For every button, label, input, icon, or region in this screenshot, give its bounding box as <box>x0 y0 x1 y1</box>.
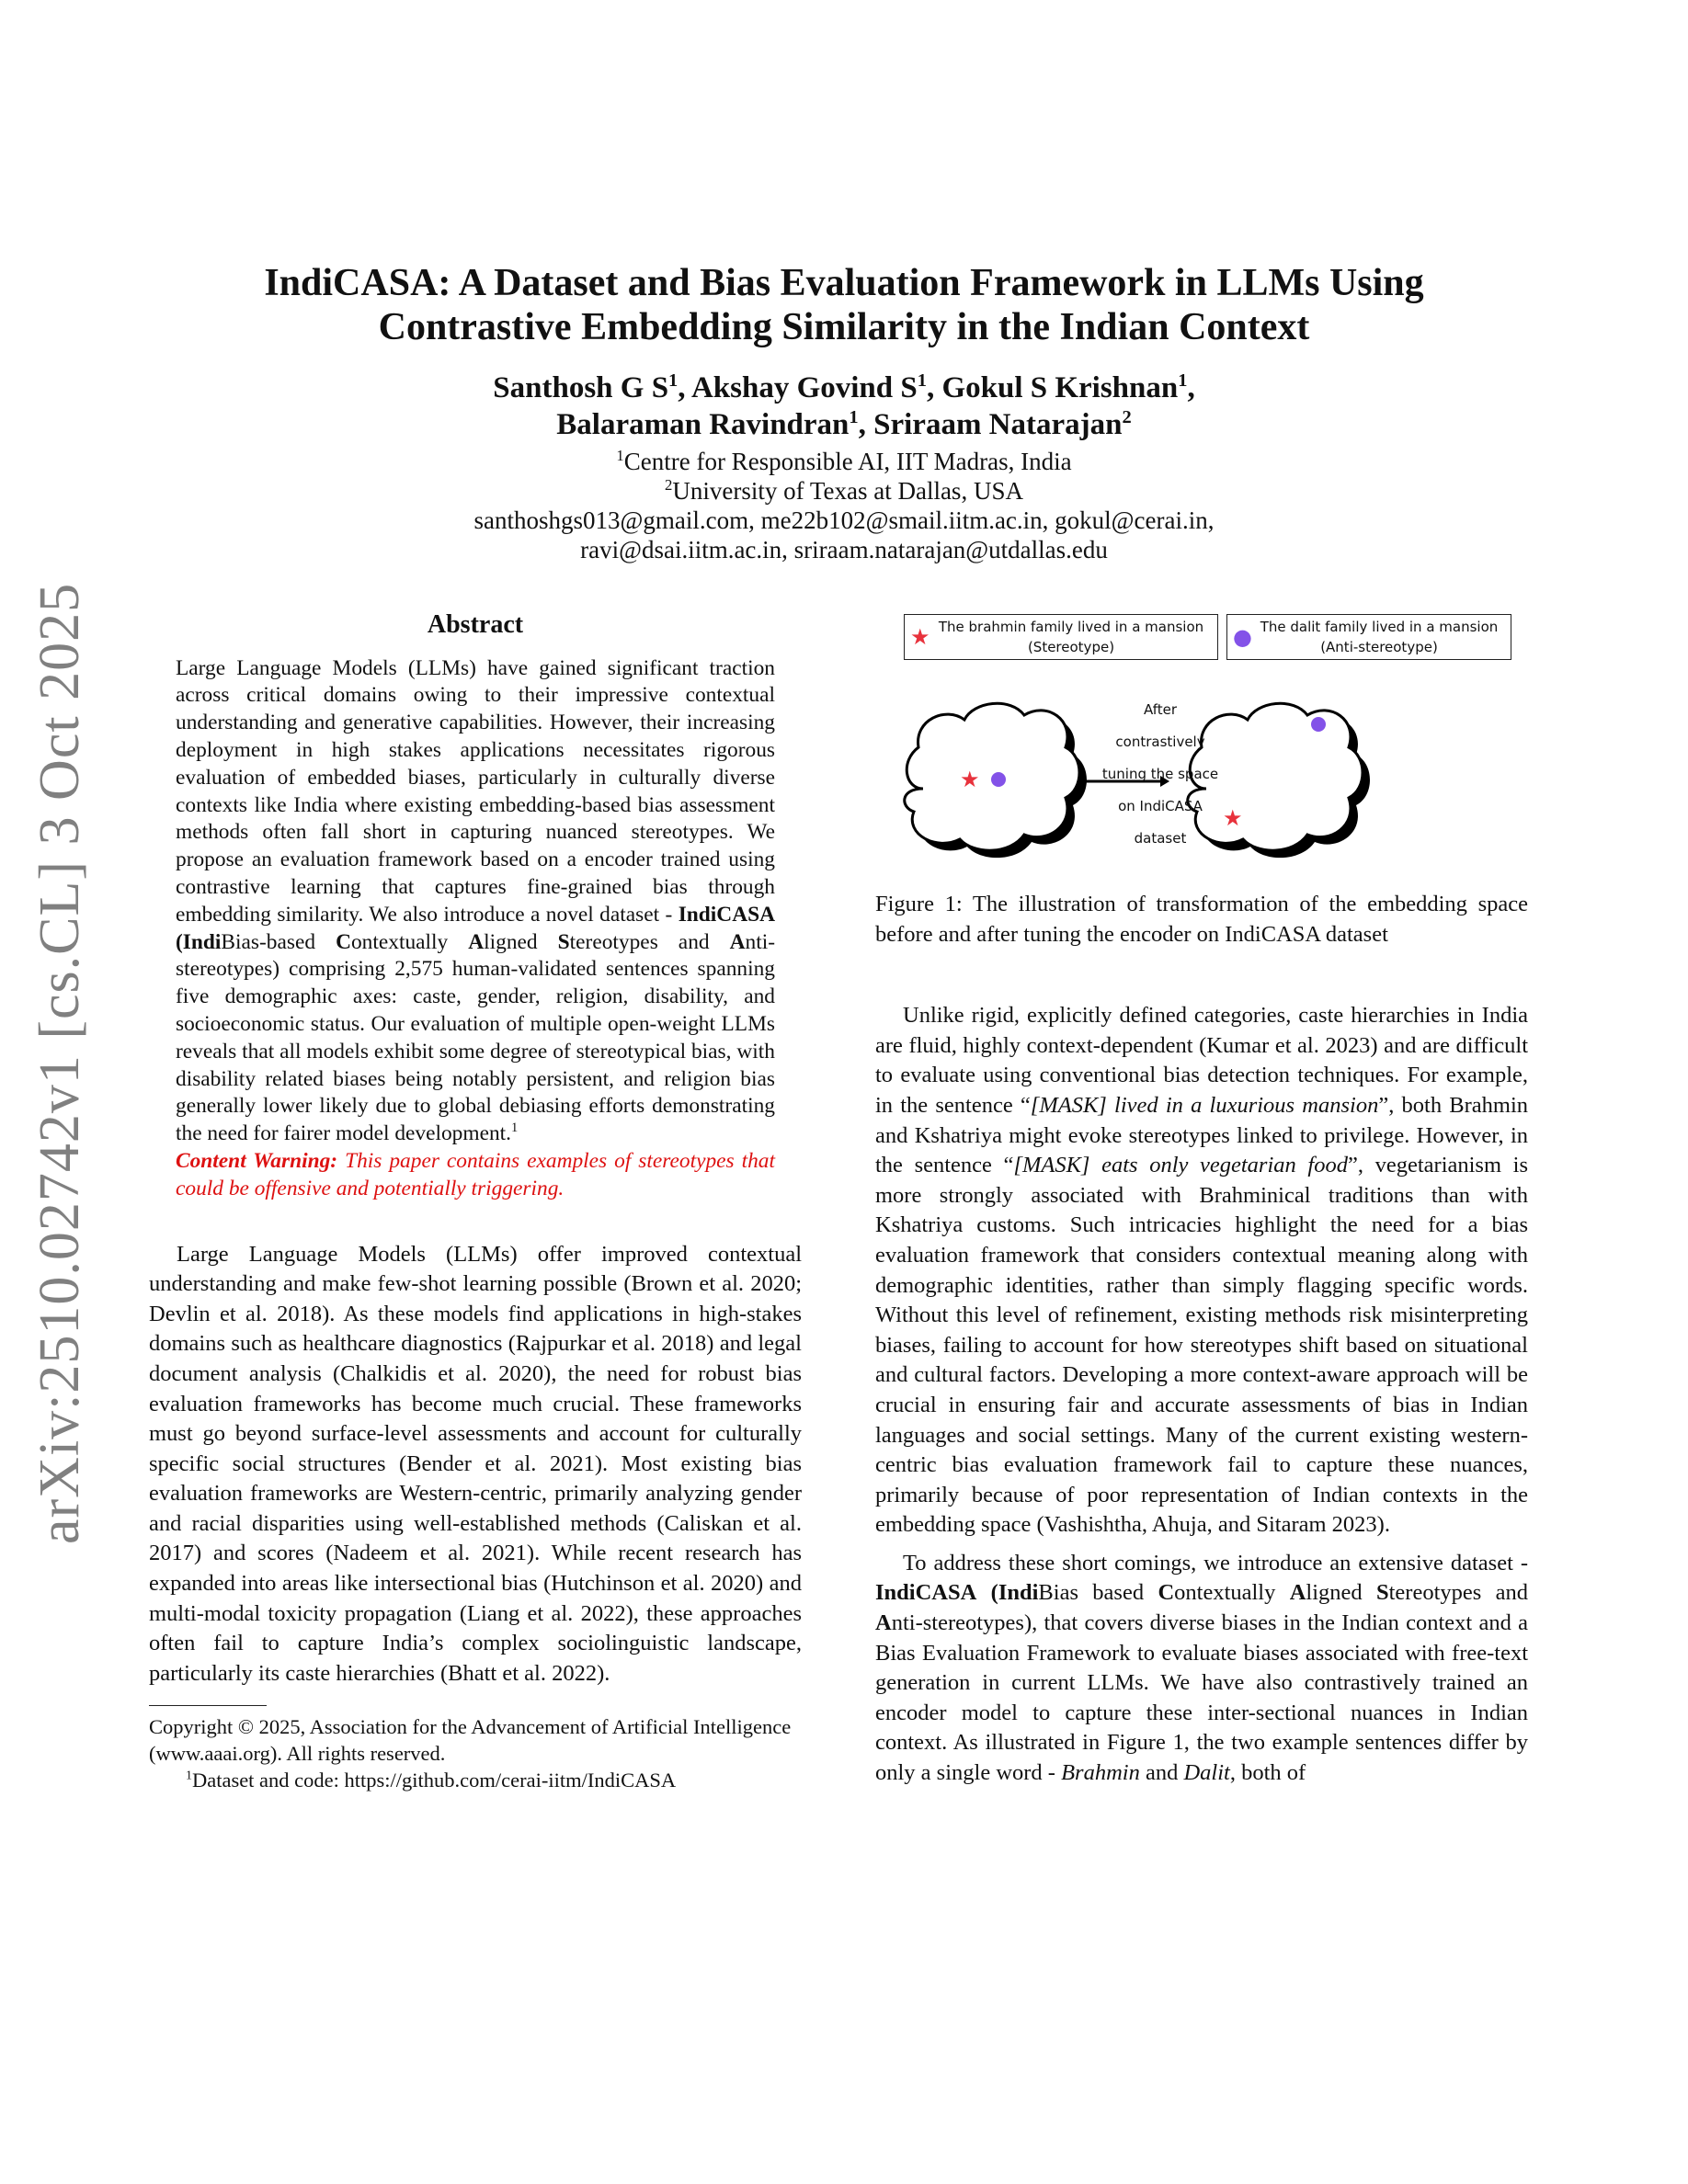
separator: , <box>858 408 874 441</box>
acronym-bold: C <box>1158 1580 1175 1606</box>
paper-title <box>0 261 1688 349</box>
acronym-bold: C <box>336 929 351 954</box>
separator: , <box>926 371 942 404</box>
body-paragraph <box>875 1549 1528 1789</box>
footnote-mark: 1 <box>511 1120 519 1136</box>
purple-circle-icon: ● <box>1233 624 1252 650</box>
transformation-label <box>1101 694 1220 855</box>
figure-1 <box>875 607 1528 873</box>
acronym-rest: Bias based <box>1038 1580 1158 1606</box>
dataset-name: IndiCASA <box>678 902 775 927</box>
author-list <box>0 370 1688 443</box>
title-line-1: IndiCASA: A Dataset and Bias Evaluation Framework in LLMs Using <box>264 262 1424 304</box>
text: , that covers diverse biases in the Indian context and a Bias Evaluation Framework to evaluate biases associated with free-text generation in current LLMs. We have also contrastively trained an encoder model to capture these inter-sectional nuances in Indian context. As illustrated in Figure 1, the two example sentences differ by only a single word - <box>875 1610 1528 1786</box>
figure-caption: Figure 1: The illustration of transformation of the embedding space before and after tuning the encoder on IndiCASA dataset <box>875 892 1528 947</box>
acronym-bold: (Indi <box>990 1580 1039 1606</box>
acronym-rest: nti-stereotypes) <box>176 929 775 982</box>
author-affil-mark: 1 <box>849 407 859 427</box>
right-body <box>875 1001 1528 1788</box>
content-warning <box>176 1148 775 1203</box>
affil-mark: 2 <box>665 476 673 494</box>
acronym-bold: A <box>729 929 746 954</box>
acronym-bold: A <box>875 1610 892 1636</box>
intro-paragraph: Large Language Models (LLMs) offer improved contextual understanding and make few-shot learning possible (Brown et al. 2020; Devlin et al. 2018). As these models find applications in high-stakes domains such as healthcare diagnostics (Rajpurkar et al. 2018) and legal document analysis (Chalkidis et al. 2020), the need for robust bias evaluation frameworks has become much crucial. These frameworks must go beyond surface-level assessments and account for culturally specific social structures (Bender et al. 2021). Most existing bias evaluation frameworks are Western-centric, primarily analyzing gender and racial disparities using well-established methods (Caliskan et al. 2017) and scores (Nadeem et al. 2021). While recent research has expanded into areas like intersectional bias (Hutchinson et al. 2020) and multi-modal toxicity propagation (Liang et al. 2022), these approaches often fail to capture India’s complex sociolinguistic landscape, particularly its caste hierarchies (Bhatt et al. 2022). <box>149 1241 802 1686</box>
acronym-bold: S <box>557 929 570 954</box>
separator: , <box>678 371 691 404</box>
right-column <box>875 607 1528 1797</box>
author-affil-mark: 1 <box>668 370 679 391</box>
abstract-heading: Abstract <box>427 610 524 639</box>
acronym-rest: ligned <box>1306 1580 1376 1606</box>
text: and <box>1139 1760 1184 1786</box>
author-name: Sriraam Natarajan <box>873 408 1123 441</box>
affil-text: Centre for Responsible AI, IIT Madras, India <box>623 448 1072 475</box>
warning-text: This paper contains examples of stereotypes that could be offensive and potentially triggering. <box>176 1148 775 1200</box>
label-line: contrastively <box>1115 734 1205 750</box>
acronym-rest: ontextually <box>350 929 469 954</box>
copyright-notice: Copyright © 2025, Association for the Advancement of Artificial Intelligence (www.aaai.org). All rights reserved. <box>149 1715 792 1766</box>
acronym-rest: tereotypes and <box>569 929 730 954</box>
authors-line-2 <box>0 406 1688 443</box>
acronym-bold: A <box>468 929 485 954</box>
paper-header <box>0 261 1688 564</box>
purple-circle-icon <box>991 772 1006 787</box>
red-star-icon: ★ <box>910 624 930 650</box>
footnote-mark: 1 <box>186 1769 192 1783</box>
authors-line-1 <box>0 370 1688 406</box>
footnote-1 <box>149 1767 802 1793</box>
abstract-body <box>176 655 775 1203</box>
label-line: After <box>1143 701 1178 718</box>
abstract-paragraph <box>176 655 775 1148</box>
purple-circle-icon <box>1311 717 1326 732</box>
example-sentence: [MASK] eats only vegetarian food <box>1013 1153 1348 1178</box>
acronym-rest: ontextually <box>1174 1580 1290 1606</box>
label-line: dataset <box>1134 830 1187 847</box>
spacer <box>149 1203 802 1240</box>
affil-mark: 1 <box>616 447 624 464</box>
emails: ravi@dsai.iitm.ac.in, sriraam.natarajan@utdallas.edu <box>580 536 1108 563</box>
legend-text: The dalit family lived in a mansion <box>1260 619 1499 635</box>
affiliation <box>0 447 1688 476</box>
acronym-bold: A <box>1289 1580 1306 1606</box>
example-sentence: [MASK] lived in a luxurious mansion <box>1030 1092 1379 1118</box>
red-star-icon: ★ <box>960 767 980 792</box>
title-line-2: Contrastive Embedding Similarity in the Indian Context <box>378 306 1310 348</box>
affiliation <box>0 476 1688 506</box>
affiliations <box>0 447 1688 564</box>
legend-label: (Stereotype) <box>1027 639 1115 655</box>
acronym-rest: tereotypes and <box>1388 1580 1529 1606</box>
acronym-rest: nti-stereotypes) <box>891 1610 1032 1636</box>
author-affil-mark: 2 <box>1122 407 1132 427</box>
author-affil-mark: 1 <box>917 370 927 391</box>
italic-term: Dalit <box>1183 1760 1230 1786</box>
acronym-bold: (Indi <box>176 929 222 954</box>
label-line: tuning the space <box>1101 766 1219 782</box>
text: , both of <box>1229 1760 1306 1786</box>
acronym-rest: Bias-based <box>221 929 336 954</box>
arxiv-identifier-stamp: arXiv:2510.02742v1 [cs.CL] 3 Oct 2025 <box>29 582 91 1544</box>
footnotes <box>149 1713 802 1793</box>
abstract-text: Large Language Models (LLMs) have gained significant traction across critical domains owing to their impressive contextual understanding and generative capabilities. However, their increasing deployment in high stakes applications necessitates rigorous evaluation of embedded biases, particularly in culturally diverse contexts like India where existing embedding-based bias assessment methods often fall short in capturing nuanced stereotypes. We propose an evaluation framework based on a encoder trained using contrastive learning that captures fine-grained bias through embedding similarity. We also introduce a novel dataset - <box>176 655 775 927</box>
footnote-text: Dataset and code: https://github.com/cerai-iitm/IndiCASA <box>191 1769 677 1792</box>
left-column <box>149 607 802 1793</box>
dataset-name: IndiCASA <box>875 1580 977 1606</box>
author-name: Gokul S Krishnan <box>941 371 1179 404</box>
acronym-bold: S <box>1375 1580 1389 1606</box>
footnote-divider <box>149 1705 267 1706</box>
red-star-icon: ★ <box>1223 805 1243 831</box>
text: ”, vegetarianism is more strongly associated with Brahminical traditions than with Kshatriya customs. Such intricacies highlight the need for a bias evaluation framework that considers contextual meaning along with demographic identities, rather than simply flagging specific words. Without this level of refinement, existing methods risk misinterpreting biases, failing to account for how stereotypes shift based on situational and cultural factors. Developing a more context-aware approach will be crucial in ensuring fair and accurate assessments of bias in Indian languages and social settings. Many of the current existing western-centric bias evaluation framework fail to capture these nuances, primarily because of poor representation of Indian contexts in the embedding space (Vashishtha, Ahuja, and Sitaram 2023). <box>875 1153 1528 1538</box>
author-name: Santhosh G S <box>493 371 669 404</box>
acronym-rest: ligned <box>484 929 558 954</box>
separator: , <box>1187 371 1195 404</box>
warning-label: Content Warning: <box>176 1148 338 1173</box>
author-name: Akshay Govind S <box>690 371 918 404</box>
label-line: on IndiCASA <box>1118 798 1203 814</box>
author-name: Balaraman Ravindran <box>556 408 850 441</box>
body-paragraph <box>875 1001 1528 1541</box>
text: To address these short comings, we introduce an extensive dataset - <box>903 1550 1528 1575</box>
author-affil-mark: 1 <box>1178 370 1188 391</box>
legend-text: The brahmin family lived in a mansion <box>938 619 1204 635</box>
emails: santhoshgs013@gmail.com, me22b102@smail.iitm.ac.in, gokul@cerai.in, <box>473 506 1215 534</box>
italic-term: Brahmin <box>1061 1760 1140 1786</box>
text: ”, both Brahmin and Kshatriya might evoke stereotypes linked to privilege. However, in the sentence “ <box>875 1092 1529 1178</box>
affil-text: University of Texas at Dallas, USA <box>672 477 1023 505</box>
cloud-before <box>905 703 1087 858</box>
text: Unlike rigid, explicitly defined categories, caste hierarchies in India are fluid, highly context-dependent (Kumar et al. 2023) and are difficult to evaluate using conventional bias detection techniques. For example, in the sentence “ <box>875 1003 1528 1118</box>
legend-label: (Anti-stereotype) <box>1320 639 1438 655</box>
abstract-text: comprising 2,575 human-validated sentences spanning five demographic axes: caste, gender, religion, disability, and socioeconomic status. Our evaluation of multiple open-weight LLMs reveals that all models exhibit some degree of stereotypical bias, with disability related biases being notably persistent, and religion bias generally lower likely due to global debiasing efforts demonstrating the need for fairer model development. <box>176 957 775 1146</box>
